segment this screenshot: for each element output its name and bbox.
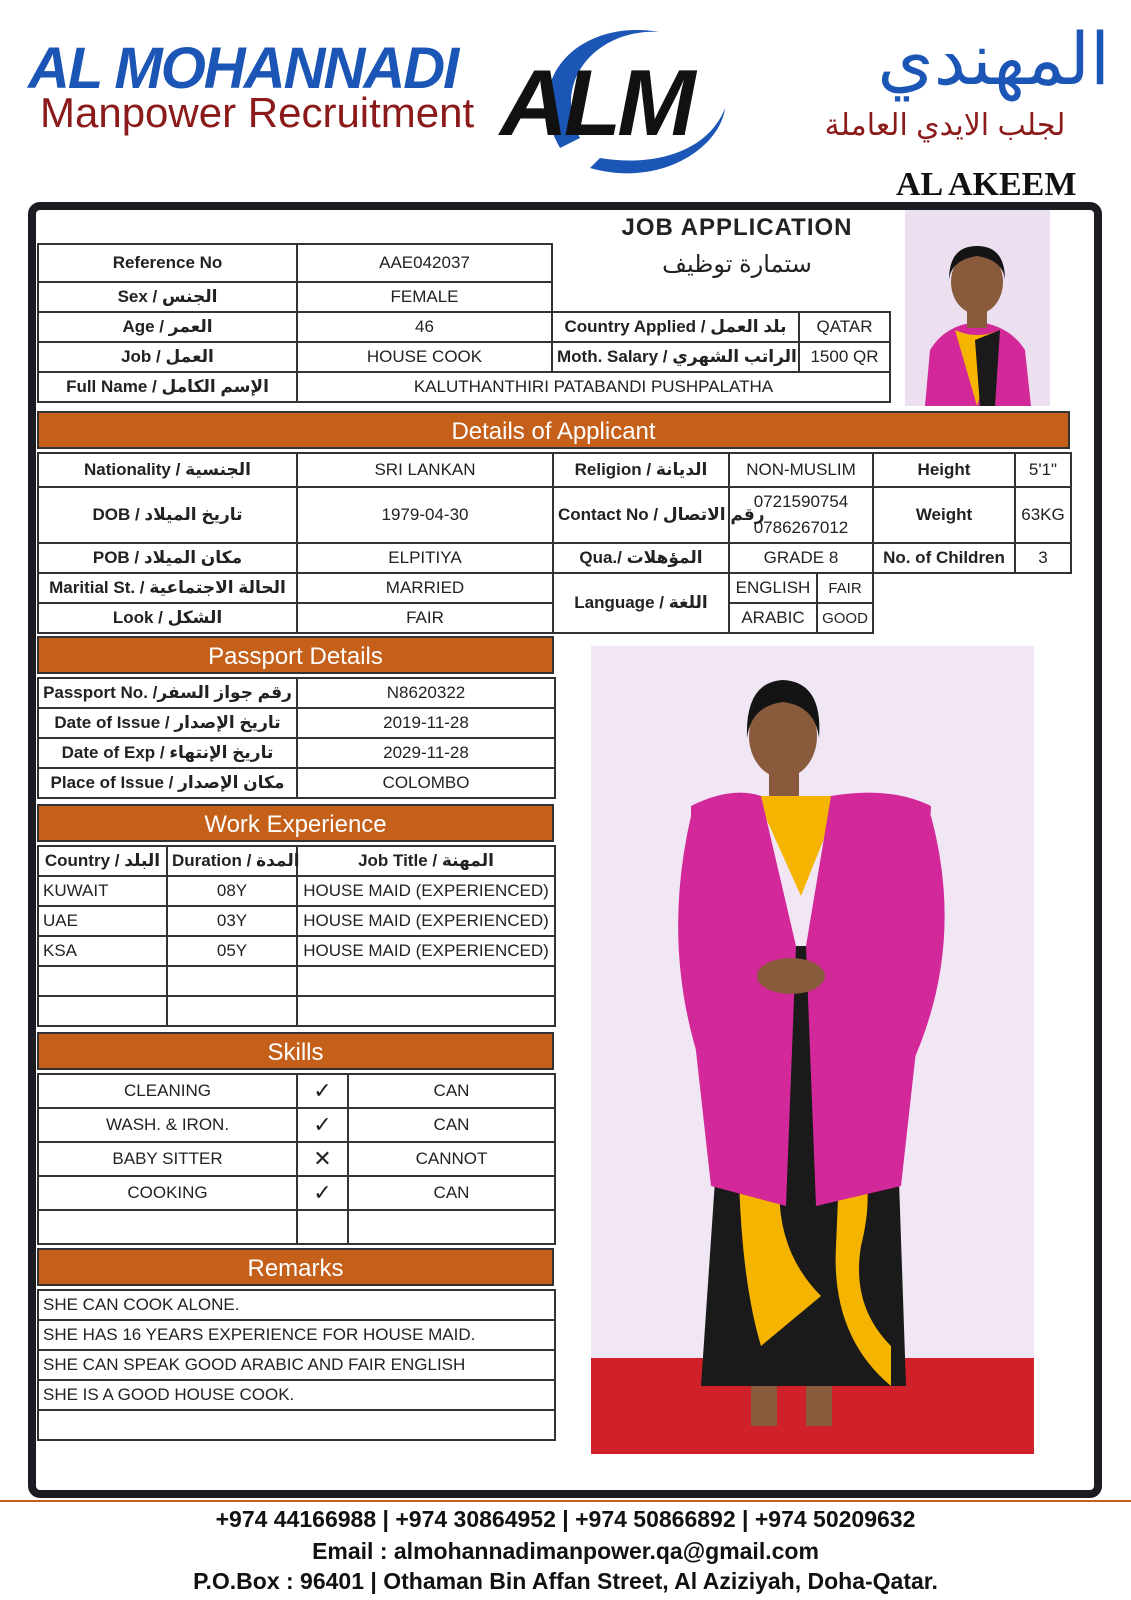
form-title-arabic: ستمارة توظيف bbox=[662, 251, 812, 278]
work-duration: 05Y bbox=[167, 936, 297, 966]
work-duration: 03Y bbox=[167, 906, 297, 936]
skill-status: CANNOT bbox=[348, 1142, 555, 1176]
skill-name: COOKING bbox=[38, 1176, 297, 1210]
table-row bbox=[38, 1142, 555, 1176]
issue-date-label: Date of Issue / تاريخ الإصدار bbox=[38, 708, 297, 738]
language-arabic-level: GOOD bbox=[817, 603, 873, 633]
contact-label: Contact No / رقم الاتصال bbox=[553, 487, 729, 543]
work-job: HOUSE MAID (EXPERIENCED) bbox=[297, 876, 555, 906]
table-row bbox=[38, 906, 555, 936]
work-heading: Work Experience bbox=[37, 804, 554, 842]
weight-value: 63KG bbox=[1015, 487, 1071, 543]
language-label: Language / اللغة bbox=[553, 573, 729, 633]
age-label: Age / العمر bbox=[38, 312, 297, 342]
check-icon: ✓ bbox=[297, 1176, 348, 1210]
language-english: ENGLISH bbox=[729, 573, 817, 603]
issue-place-value: COLOMBO bbox=[297, 768, 555, 798]
salary-label: Moth. Salary / الراتب الشهري bbox=[552, 342, 799, 372]
applicant-full-photo bbox=[591, 646, 1034, 1454]
work-job: HOUSE MAID (EXPERIENCED) bbox=[297, 936, 555, 966]
table-row-empty bbox=[38, 1410, 555, 1440]
job-value: HOUSE COOK bbox=[297, 342, 552, 372]
skill-status: CAN bbox=[348, 1074, 555, 1108]
passport-heading: Passport Details bbox=[37, 636, 554, 674]
skill-name: WASH. & IRON. bbox=[38, 1108, 297, 1142]
children-value: 3 bbox=[1015, 543, 1071, 573]
work-table bbox=[37, 845, 556, 1027]
salary-value: 1500 QR bbox=[799, 342, 890, 372]
skill-name: BABY SITTER bbox=[38, 1142, 297, 1176]
qualification-value: GRADE 8 bbox=[729, 543, 873, 573]
brand-name-arabic: المهندي bbox=[877, 20, 1110, 100]
remark-line: SHE HAS 16 YEARS EXPERIENCE FOR HOUSE MAID. bbox=[38, 1320, 555, 1350]
remark-line: SHE IS A GOOD HOUSE COOK. bbox=[38, 1380, 555, 1410]
passport-no-value: N8620322 bbox=[297, 678, 555, 708]
issue-date-value: 2019-11-28 bbox=[297, 708, 555, 738]
passport-table bbox=[37, 677, 556, 799]
religion-label: Religion / الديانة bbox=[553, 453, 729, 487]
skill-status: CAN bbox=[348, 1176, 555, 1210]
top-info-table bbox=[37, 243, 891, 403]
check-icon: ✓ bbox=[297, 1074, 348, 1108]
details-table bbox=[37, 452, 1072, 634]
country-applied-label: Country Applied / بلد العمل bbox=[552, 312, 799, 342]
footer-divider bbox=[0, 1500, 1131, 1502]
look-value: FAIR bbox=[297, 603, 553, 633]
full-name-value: KALUTHANTHIRI PATABANDI PUSHPALATHA bbox=[297, 372, 890, 402]
work-country: UAE bbox=[38, 906, 167, 936]
brand-mark: ALM bbox=[500, 50, 692, 155]
check-icon: ✓ bbox=[297, 1108, 348, 1142]
expiry-date-label: Date of Exp / تاريخ الإنتهاء bbox=[38, 738, 297, 768]
form-title: JOB APPLICATION bbox=[621, 214, 853, 241]
brand-subtitle-arabic: لجلب الايدي العاملة bbox=[824, 109, 1066, 142]
table-row bbox=[38, 1074, 555, 1108]
nationality-value: SRI LANKAN bbox=[297, 453, 553, 487]
remark-line: SHE CAN SPEAK GOOD ARABIC AND FAIR ENGLISH bbox=[38, 1350, 555, 1380]
brand-subtitle: Manpower Recruitment bbox=[40, 89, 475, 136]
dob-value: 1979-04-30 bbox=[297, 487, 553, 543]
table-row bbox=[38, 1380, 555, 1410]
height-label: Height bbox=[873, 453, 1015, 487]
remarks-table bbox=[37, 1289, 556, 1441]
reference-label: Reference No bbox=[38, 244, 297, 282]
remarks-heading: Remarks bbox=[37, 1248, 554, 1286]
details-heading: Details of Applicant bbox=[37, 411, 1070, 449]
skills-table bbox=[37, 1073, 556, 1245]
qualification-label: Qua./ المؤهلات bbox=[553, 543, 729, 573]
issue-place-label: Place of Issue / مكان الإصدار bbox=[38, 768, 297, 798]
weight-label: Weight bbox=[873, 487, 1015, 543]
sex-value: FEMALE bbox=[297, 282, 552, 312]
table-row bbox=[38, 1108, 555, 1142]
sex-label: Sex / الجنس bbox=[38, 282, 297, 312]
job-label: Job / العمل bbox=[38, 342, 297, 372]
footer-email: Email : almohannadimanpower.qa@gmail.com bbox=[312, 1538, 819, 1564]
country-applied-value: QATAR bbox=[799, 312, 890, 342]
look-label: Look / الشكل bbox=[38, 603, 297, 633]
work-col-country: Country / البلد bbox=[38, 846, 167, 876]
contact-number-1: 0721590754 bbox=[753, 492, 849, 511]
work-job: HOUSE MAID (EXPERIENCED) bbox=[297, 906, 555, 936]
contact-number-2: 0786267012 bbox=[753, 518, 849, 537]
table-row bbox=[38, 1290, 555, 1320]
dob-label: DOB / تاريخ الميلاد bbox=[38, 487, 297, 543]
table-row bbox=[38, 1350, 555, 1380]
work-col-job: Job Title / المهنة bbox=[297, 846, 555, 876]
table-row-empty bbox=[38, 1210, 555, 1244]
age-value: 46 bbox=[297, 312, 552, 342]
table-row bbox=[38, 1176, 555, 1210]
table-row bbox=[38, 876, 555, 906]
pob-label: POB / مكان الميلاد bbox=[38, 543, 297, 573]
skills-heading: Skills bbox=[37, 1032, 554, 1070]
expiry-date-value: 2029-11-28 bbox=[297, 738, 555, 768]
applicant-portrait bbox=[905, 210, 1050, 406]
nationality-label: Nationality / الجنسية bbox=[38, 453, 297, 487]
branch-name: AL AKEEM bbox=[896, 166, 1077, 203]
table-row bbox=[38, 936, 555, 966]
pob-value: ELPITIYA bbox=[297, 543, 553, 573]
work-col-duration: Duration / المدة bbox=[167, 846, 297, 876]
children-label: No. of Children bbox=[873, 543, 1015, 573]
table-row bbox=[38, 1320, 555, 1350]
footer-phones: +974 44166988 | +974 30864952 | +974 50866892 | +974 50209632 bbox=[215, 1506, 916, 1532]
passport-no-label: Passport No. /رقم جواز السفر bbox=[38, 678, 297, 708]
work-country: KSA bbox=[38, 936, 167, 966]
work-duration: 08Y bbox=[167, 876, 297, 906]
remark-line: SHE CAN COOK ALONE. bbox=[38, 1290, 555, 1320]
work-country: KUWAIT bbox=[38, 876, 167, 906]
language-arabic: ARABIC bbox=[729, 603, 817, 633]
marital-label: Maritial St. / الحالة الاجتماعية bbox=[38, 573, 297, 603]
skill-name: CLEANING bbox=[38, 1074, 297, 1108]
height-value: 5'1" bbox=[1015, 453, 1071, 487]
footer-address: P.O.Box : 96401 | Othaman Bin Affan Street, Al Aziziyah, Doha-Qatar. bbox=[193, 1568, 938, 1594]
cross-icon: ✕ bbox=[297, 1142, 348, 1176]
language-english-level: FAIR bbox=[817, 573, 873, 603]
skill-status: CAN bbox=[348, 1108, 555, 1142]
table-row-empty bbox=[38, 966, 555, 996]
reference-value: AAE042037 bbox=[297, 244, 552, 282]
table-row-empty bbox=[38, 996, 555, 1026]
marital-value: MARRIED bbox=[297, 573, 553, 603]
full-name-label: Full Name / الإسم الكامل bbox=[38, 372, 297, 402]
brand-name: AL MOHANNADI bbox=[28, 36, 458, 101]
religion-value: NON-MUSLIM bbox=[729, 453, 873, 487]
